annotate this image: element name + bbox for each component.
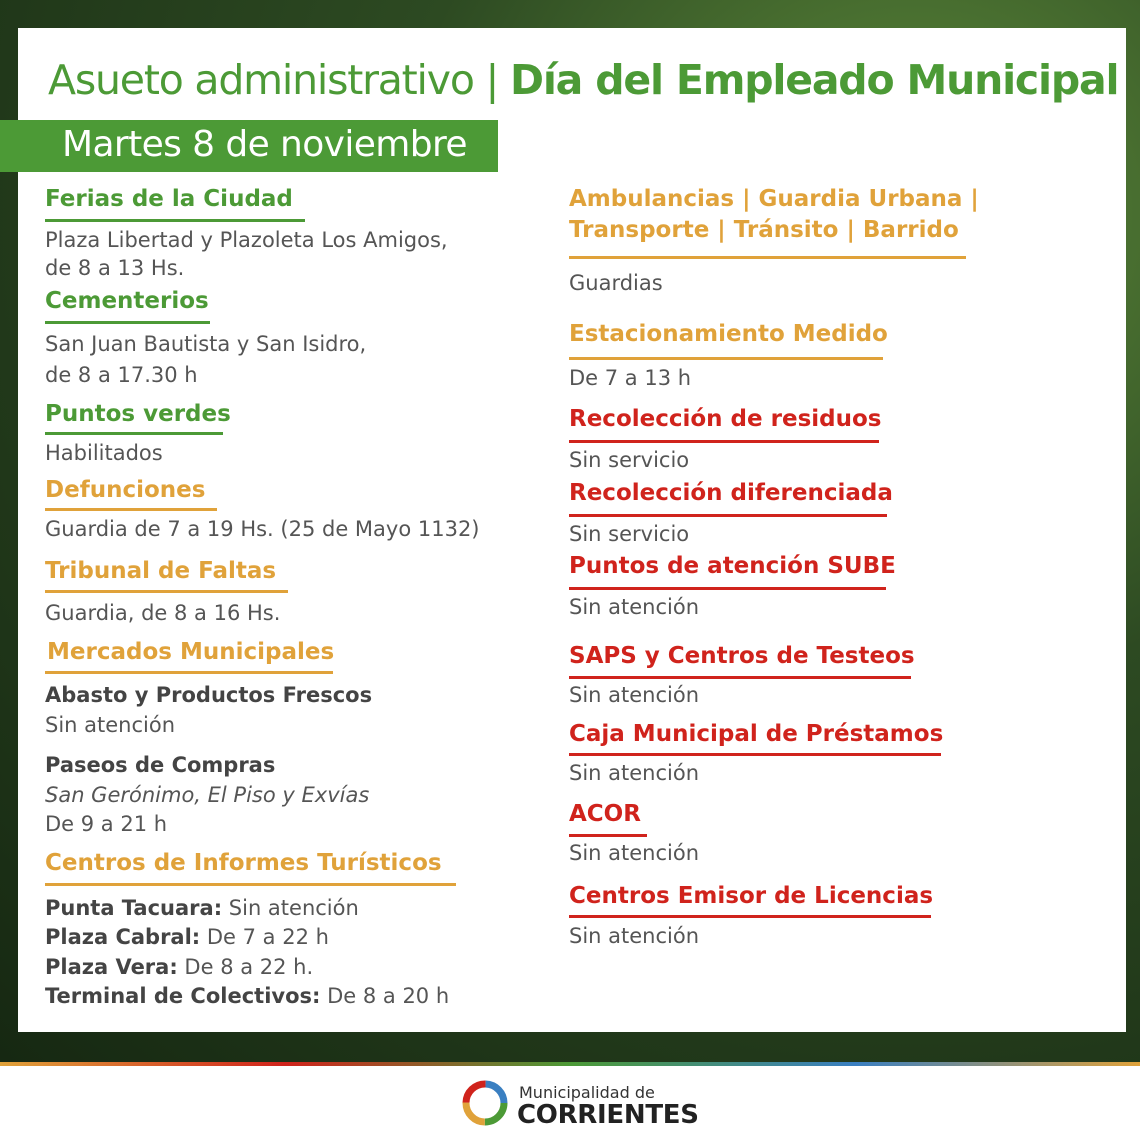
acor-line1: Sin atención	[569, 841, 700, 865]
mercados-heading: Mercados Municipales	[47, 639, 335, 665]
turisticos-item	[45, 955, 313, 979]
acor-heading: ACOR	[569, 801, 641, 827]
caja-heading: Caja Municipal de Préstamos	[569, 721, 944, 747]
acor-underline	[569, 834, 647, 837]
residuos-line1: Sin servicio	[569, 448, 690, 472]
saps-line1: Sin atención	[569, 683, 700, 707]
residuos-heading: Recolección de residuos	[569, 406, 882, 432]
page-title	[48, 56, 1118, 104]
turisticos-item-name: Plaza Cabral:	[45, 925, 201, 949]
defunciones-underline	[45, 508, 217, 511]
ambulancias-heading-line1: Ambulancias | Guardia Urbana |	[569, 186, 979, 212]
turisticos-item	[45, 896, 359, 920]
turisticos-item-value: De 8 a 22 h.	[177, 955, 314, 979]
turisticos-item-value: De 8 a 20 h	[320, 984, 450, 1008]
puntos-verdes-underline	[45, 432, 223, 435]
caja-line1: Sin atención	[569, 761, 700, 785]
turisticos-heading: Centros de Informes Turísticos	[45, 850, 442, 876]
puntos-verdes-line1: Habilitados	[45, 441, 163, 465]
cementerios-line2: de 8 a 17.30 h	[45, 363, 198, 387]
tribunal-heading: Tribunal de Faltas	[45, 558, 277, 584]
corrientes-logo-icon	[460, 1078, 510, 1128]
ferias-heading: Ferias de la Ciudad	[45, 186, 293, 212]
mercados-underline	[45, 671, 333, 674]
cementerios-underline	[45, 321, 210, 324]
estacionamiento-line1: De 7 a 13 h	[569, 366, 692, 390]
abasto-title: Abasto y Productos Frescos	[45, 683, 373, 707]
turisticos-underline	[45, 883, 456, 886]
saps-underline	[569, 676, 911, 679]
estacionamiento-heading: Estacionamiento Medido	[569, 321, 888, 347]
licencias-heading: Centros Emisor de Licencias	[569, 883, 934, 909]
defunciones-heading: Defunciones	[45, 477, 206, 503]
ferias-line1: Plaza Libertad y Plazoleta Los Amigos,	[45, 228, 448, 252]
footer-color-stripe	[0, 1062, 1140, 1066]
puntos-verdes-heading: Puntos verdes	[45, 401, 231, 427]
ambulancias-underline	[569, 256, 966, 259]
title-light: Asueto administrativo |	[48, 56, 510, 104]
cementerios-heading: Cementerios	[45, 288, 209, 314]
ambulancias-line1: Guardias	[569, 271, 663, 295]
tribunal-underline	[45, 590, 288, 593]
paseos-title: Paseos de Compras	[45, 753, 276, 777]
turisticos-item	[45, 925, 329, 949]
residuos-underline	[569, 440, 879, 443]
saps-heading: SAPS y Centros de Testeos	[569, 643, 915, 669]
diferenciada-line1: Sin servicio	[569, 522, 690, 546]
sube-heading: Puntos de atención SUBE	[569, 553, 896, 579]
paseos-places: San Gerónimo, El Piso y Exvías	[45, 783, 370, 807]
diferenciada-underline	[569, 514, 887, 517]
estacionamiento-underline	[569, 357, 883, 360]
turisticos-item-name: Punta Tacuara:	[45, 896, 223, 920]
ferias-line2: de 8 a 13 Hs.	[45, 256, 185, 280]
defunciones-line1: Guardia de 7 a 19 Hs. (25 de Mayo 1132)	[45, 517, 480, 541]
logo-title: CORRIENTES	[517, 1100, 699, 1130]
paseos-hours: De 9 a 21 h	[45, 812, 168, 836]
abasto-status: Sin atención	[45, 713, 176, 737]
sube-underline	[569, 587, 886, 590]
ambulancias-heading-line2: Transporte | Tránsito | Barrido	[569, 217, 959, 243]
caja-underline	[569, 753, 941, 756]
licencias-line1: Sin atención	[569, 924, 700, 948]
sube-line1: Sin atención	[569, 595, 700, 619]
ferias-underline	[45, 219, 305, 222]
turisticos-item-value: De 7 a 22 h	[200, 925, 329, 949]
turisticos-item-name: Plaza Vera:	[45, 955, 178, 979]
licencias-underline	[569, 915, 931, 918]
cementerios-line1: San Juan Bautista y San Isidro,	[45, 332, 367, 356]
title-bold: Día del Empleado Municipal	[509, 56, 1119, 104]
turisticos-item	[45, 984, 449, 1008]
turisticos-item-name: Terminal de Colectivos:	[45, 984, 321, 1008]
diferenciada-heading: Recolección diferenciada	[569, 480, 893, 506]
date-label: Martes 8 de noviembre	[62, 124, 467, 165]
turisticos-item-value: Sin atención	[222, 896, 359, 920]
logo-subtitle: Municipalidad de	[519, 1083, 655, 1102]
tribunal-line1: Guardia, de 8 a 16 Hs.	[45, 601, 281, 625]
